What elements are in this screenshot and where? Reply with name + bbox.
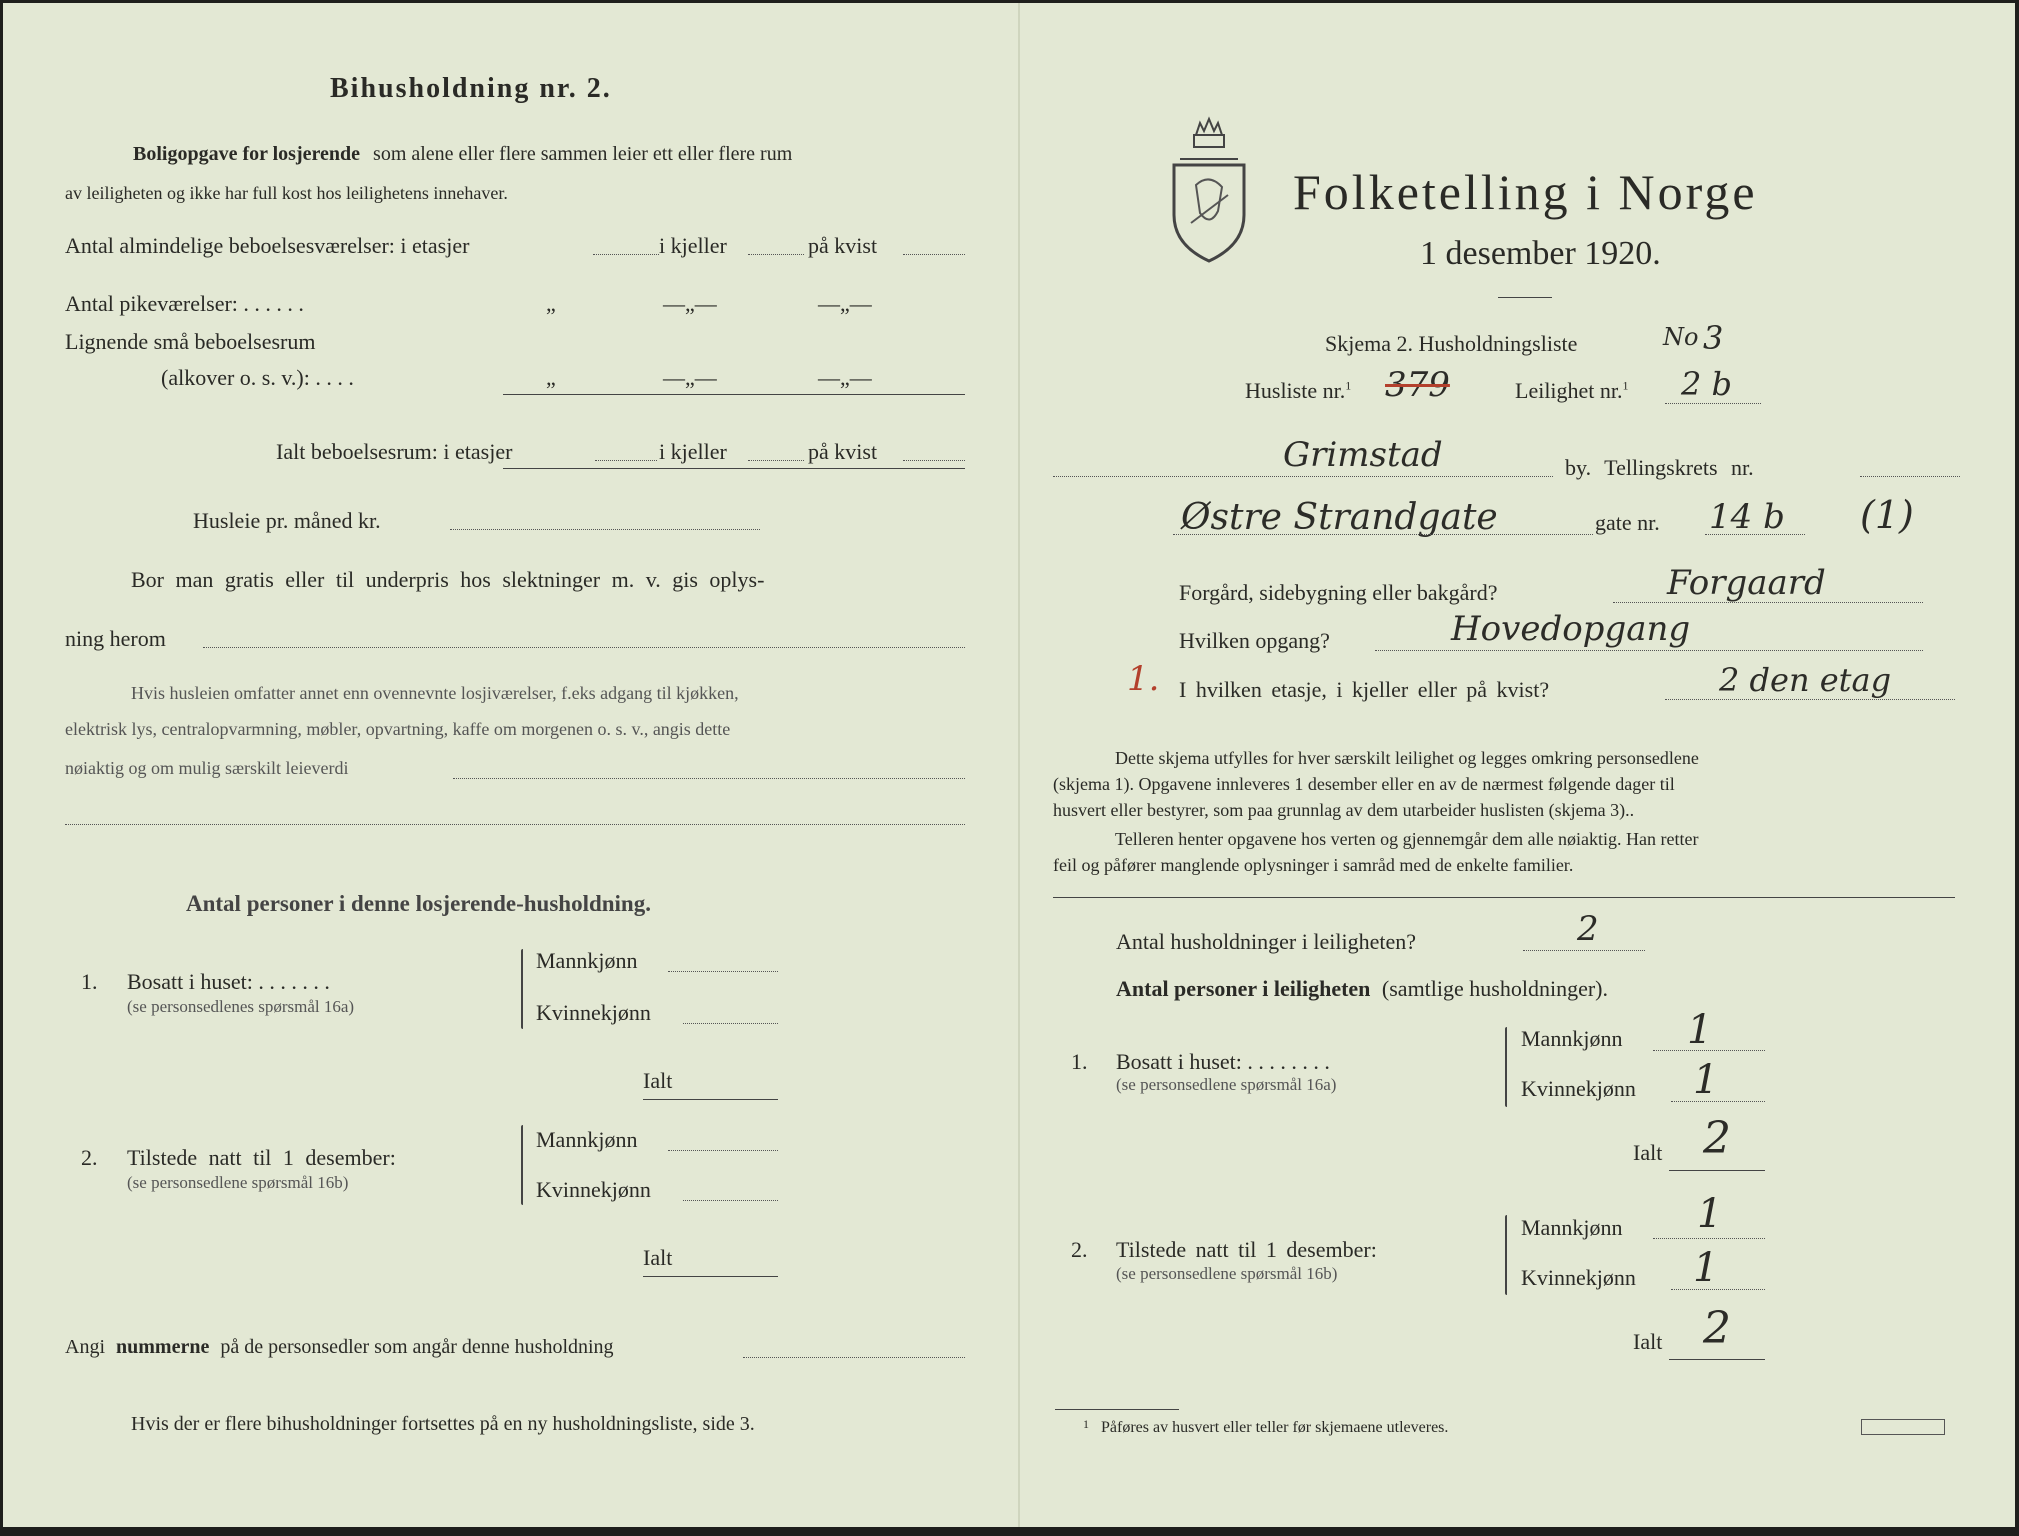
right-persons-bold: Antal personer i leiligheten [1116,976,1371,1001]
intro-bold: Boligopgave for losjerende [133,143,361,165]
husliste-label-text: Husliste nr. [1245,378,1346,403]
angi-c: på de personsedler som angår denne husholdning [220,1336,614,1358]
etasje-mark: 1. [1127,659,1160,699]
leilighet-value: 2 b [1681,365,1733,403]
forgard-label: Forgård, sidebygning eller bakgård? [1179,580,1498,605]
instr-2: (skjema 1). Opgavene innleveres 1 desember eller en av de nærmest følgende dager til [1053,774,1675,794]
right-persons-heading [1116,976,1608,1002]
printer-stamp [1861,1419,1945,1435]
intro-line-2: av leiligheten og ikke har full kost hos leilighetens innehaver. [65,183,508,203]
husliste-no-value: 3 [1703,319,1724,357]
right-q2-mann-label: Mannkjønn [1521,1215,1623,1240]
left-q1-label: Bosatt i huset: . . . . . . . [127,969,330,994]
row3-ditto: „ [546,365,556,390]
right-q2-ialt-label: Ialt [1633,1329,1663,1354]
intro-rest: som alene eller flere sammen leier ett eller flere rum [373,143,793,165]
footnote-mark: 1 [1083,1417,1089,1431]
husliste-value: 379 [1385,365,1450,405]
right-q1-num: 1. [1071,1049,1088,1074]
husleie-label: Husleie pr. måned kr. [193,508,381,533]
forgard-value: Forgaard [1667,563,1826,603]
right-q2-num: 2. [1071,1237,1088,1262]
opgang-value: Hovedopgang [1451,609,1691,649]
right-q2-label: Tilstede natt til 1 desember: [1116,1237,1377,1262]
coat-of-arms-icon [1166,115,1252,265]
right-q2-ialt-value: 2 [1703,1303,1731,1354]
gate-label: gate nr. [1595,510,1660,535]
ialt-kjeller: i kjeller [659,439,727,464]
ialt-label: Ialt beboelsesrum: i etasjer [276,439,513,464]
right-q1-ialt-value: 2 [1703,1113,1731,1164]
hvis-line-2: elektrisk lys, centralopvarmning, møbler, opvartning, kaffe om morgenen o. s. v., angis dette [65,719,731,739]
ialt-kvist: på kvist [808,439,878,464]
by-value: Grimstad [1283,435,1443,475]
leilighet-label-text: Leilighet nr. [1515,378,1623,403]
left-q2-kvinne: Kvinnekjønn [536,1177,651,1202]
angi-a: Angi [65,1336,105,1358]
instr-1: Dette skjema utfylles for hver særskilt leilighet og legges omkring personsedlene [1115,748,1699,768]
left-q2-mann: Mannkjønn [536,1127,638,1152]
left-q1-kvinne: Kvinnekjønn [536,1000,651,1025]
left-footer: Hvis der er flere bihusholdninger fortsettes på en ny husholdningsliste, side 3. [131,1413,755,1435]
instr-4: Telleren henter opgavene hos verten og gjennemgår dem alle nøiaktig. Han retter [1115,829,1699,849]
husliste-label [1245,378,1351,404]
left-q2-num: 2. [81,1145,98,1170]
husliste-sup: 1 [1345,378,1352,393]
etasje-value: 2 den etag [1719,661,1892,699]
row3-ditto-3: —„— [818,365,872,390]
instr-3: husvert eller bestyrer, som paa grunnlag av dem utarbeider huslisten (skjema 3).. [1053,800,1635,820]
hush-label: Antal husholdninger i leiligheten? [1116,929,1416,954]
right-q2-kvinne-label: Kvinnekjønn [1521,1265,1636,1290]
right-date: 1 desember 1920. [1420,235,1661,272]
gate-value: Østre Strandgate [1181,497,1498,538]
right-q1-ialt-label: Ialt [1633,1140,1663,1165]
right-q1-mann-value: 1 [1687,1007,1713,1053]
right-title: Folketelling i Norge [1293,164,1758,220]
leilighet-label [1515,378,1629,404]
right-q1-kvinne-label: Kvinnekjønn [1521,1076,1636,1101]
left-persons-heading: Antal personer i denne losjerende-husholdning. [186,891,651,916]
row1-label: Antal almindelige beboelsesværelser: i etasjer [65,233,470,258]
right-persons-rest: (samtlige husholdninger). [1381,976,1608,1001]
row1-kjeller: i kjeller [659,233,727,258]
row2-label: Antal pikeværelser: . . . . . . [65,291,304,316]
census-form-sheet [3,3,2015,1527]
hvis-line-3: nøiaktig og om mulig særskilt leieverdi [65,758,349,778]
hush-value: 2 [1577,909,1599,949]
angi-line [65,1336,614,1359]
opgang-label: Hvilken opgang? [1179,628,1330,653]
row3-label-a: Lignende små beboelsesrum [65,329,316,354]
intro-line-1 [133,143,792,166]
row3-label-b: (alkover o. s. v.): . . . . [161,365,354,390]
right-q1-mann-label: Mannkjønn [1521,1026,1623,1051]
etasje-label: I hvilken etasje, i kjeller eller på kvist? [1179,677,1550,702]
left-title: Bihusholdning nr. 2. [330,73,612,104]
by-label: by. Tellingskrets nr. [1565,455,1754,480]
gate-nr-value: 14 b [1709,497,1785,537]
left-q1-mann: Mannkjønn [536,948,638,973]
angi-b: nummerne [116,1336,210,1358]
row2-ditto-3: —„— [818,291,872,316]
footnote: Påføres av husvert eller teller før skjemaene utleveres. [1101,1419,1449,1436]
left-q2-ialt: Ialt [643,1245,673,1270]
left-q1-num: 1. [81,969,98,994]
right-q1-kvinne-value: 1 [1693,1057,1719,1103]
right-q1-label: Bosatt i huset: . . . . . . . . [1116,1049,1330,1074]
row1-kvist: på kvist [808,233,878,258]
hvis-line-1: Hvis husleien omfatter annet enn ovennevnte losjiværelser, f.eks adgang til kjøkken, [131,683,739,703]
bor-line-2: ning herom [65,626,166,651]
leilighet-sup: 1 [1622,378,1629,393]
left-q1-sub: (se personsedlenes spørsmål 16a) [127,997,355,1016]
left-q2-sub: (se personsedlene spørsmål 16b) [127,1173,349,1192]
husliste-no-label: No [1663,323,1699,351]
row3-ditto-2: —„— [663,365,717,390]
left-q1-ialt: Ialt [643,1068,673,1093]
right-q1-sub: (se personsedlene spørsmål 16a) [1116,1075,1337,1094]
left-q2-label: Tilstede natt til 1 desember: [127,1145,396,1170]
bor-line-1: Bor man gratis eller til underpris hos slektninger m. v. gis oplys- [131,567,765,592]
right-q2-mann-value: 1 [1697,1191,1723,1237]
instr-5: feil og påfører manglende oplysninger i samråd med de enkelte familier. [1053,855,1574,875]
right-q2-sub: (se personsedlene spørsmål 16b) [1116,1264,1338,1283]
gate-paren: (1) [1860,493,1914,537]
right-q2-kvinne-value: 1 [1693,1245,1719,1291]
row2-ditto: „ [546,291,556,316]
row2-ditto-2: —„— [663,291,717,316]
page-fold [1018,3,1020,1527]
skjema-label: Skjema 2. Husholdningsliste [1325,331,1578,356]
